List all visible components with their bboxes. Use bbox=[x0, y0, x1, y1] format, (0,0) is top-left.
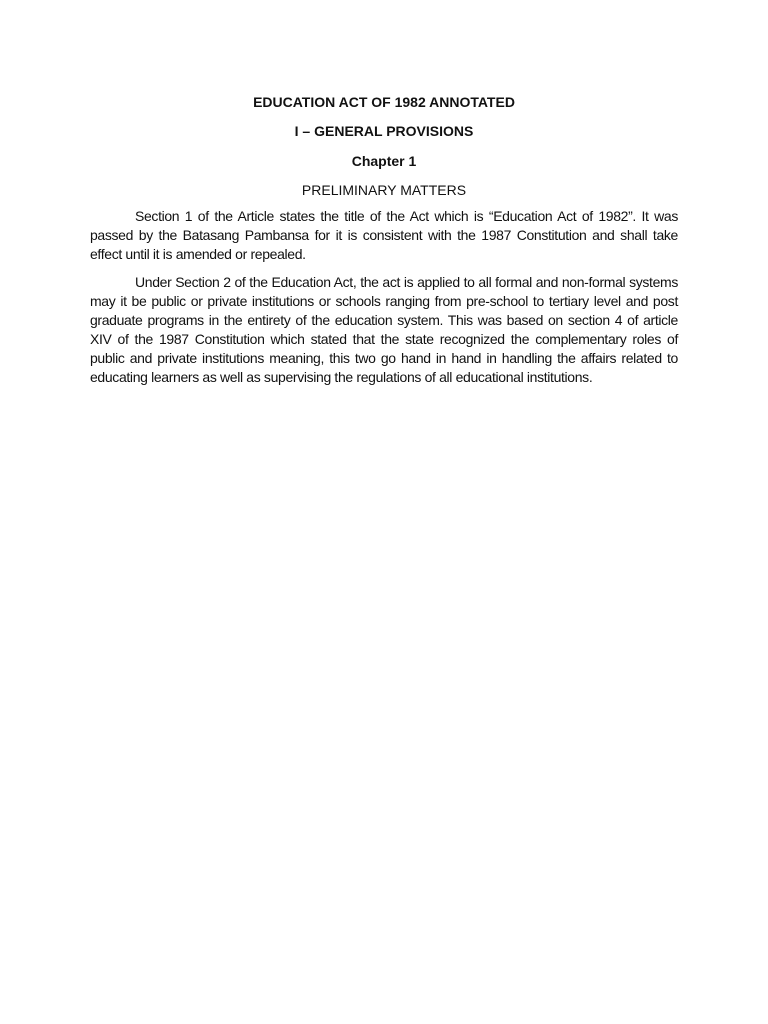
chapter-title: PRELIMINARY MATTERS bbox=[301, 182, 467, 198]
part-heading: I – GENERAL PROVISIONS bbox=[294, 123, 474, 139]
document-body bbox=[90, 94, 678, 396]
paragraph-section-1: Section 1 of the Article states the title of the Act which is “Education Act of 1982”. It was passed by the Batasang Pambansa for it is consistent with the 1987 Constitution and shall take effect until it is amended or repealed. bbox=[90, 208, 678, 262]
document-heading: EDUCATION ACT OF 1982 ANNOTATED bbox=[253, 94, 515, 110]
chapter-heading: Chapter 1 bbox=[351, 153, 417, 169]
paragraph-section-2: Under Section 2 of the Education Act, the act is applied to all formal and non-formal systems may it be public or private institutions or schools ranging from pre-school to tertiary level and post graduate programs in the entirety of the education system. This was based on section 4 of article XIV of the 1987 Constitution which stated that the state recognized the complementary roles of public and private institutions meaning, this two go hand in hand in handling the affairs related to educating learners as well as supervising the regulations of all educational institutions. bbox=[90, 274, 678, 385]
